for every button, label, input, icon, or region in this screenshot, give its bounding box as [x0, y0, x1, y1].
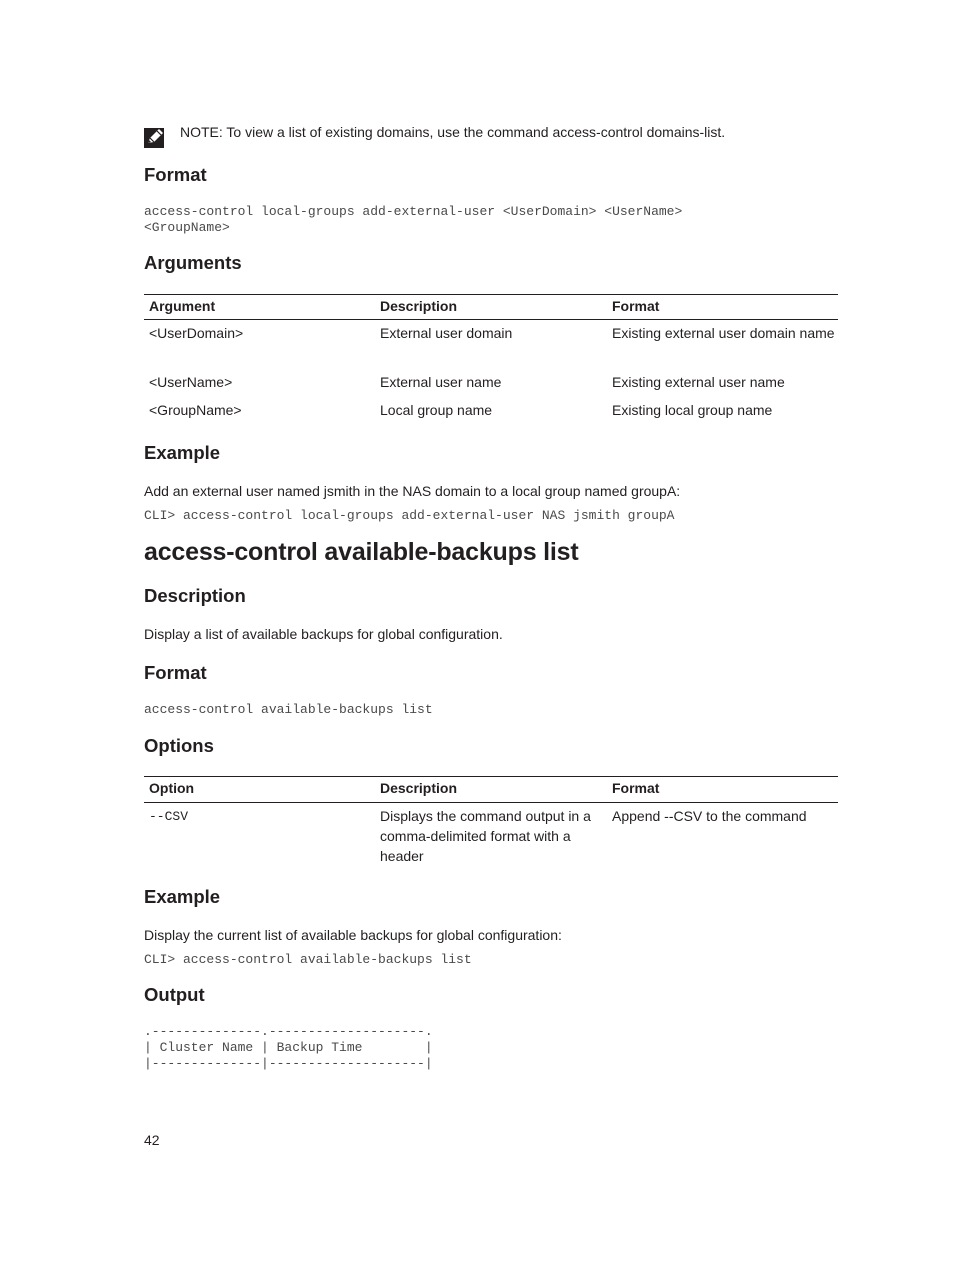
output-line1: .--------------.--------------------. [144, 1024, 433, 1039]
table-row [144, 806, 838, 870]
cell-argument: <GroupName> [149, 402, 242, 418]
example-text-2: Display the current list of available backups for global configuration: [144, 927, 562, 943]
note-pencil-icon [144, 126, 166, 148]
cell-option: --CSV [149, 809, 189, 824]
format-code-2: access-control available-backups list [144, 702, 433, 717]
cell-argument: <UserDomain> [149, 325, 244, 341]
description-heading: Description [144, 585, 246, 606]
cell-format: Append --CSV to the command [612, 808, 807, 824]
format-heading-2: Format [144, 662, 207, 683]
note [180, 124, 725, 140]
cell-description: External user domain [380, 325, 513, 341]
example-code-2: CLI> access-control available-backups list [144, 952, 472, 967]
description-text: Display a list of available backups for global configuration. [144, 626, 503, 642]
table-row [144, 372, 838, 400]
table-row [144, 323, 838, 371]
output-line3: |--------------|--------------------| [144, 1056, 433, 1071]
options-table [144, 776, 838, 870]
cell-format: Existing external user domain name [612, 325, 835, 341]
example-text: Add an external user named jsmith in the NAS domain to a local group named groupA: [144, 483, 681, 499]
header-description: Description [380, 780, 458, 796]
section-title: access-control available-backups list [144, 538, 579, 566]
header-option: Option [149, 780, 195, 796]
cell-argument: <UserName> [149, 374, 233, 390]
cell-format: Existing local group name [612, 402, 773, 418]
example-heading: Example [144, 442, 221, 463]
options-table-header [144, 776, 838, 803]
arguments-table-header [144, 294, 838, 320]
options-heading: Options [144, 735, 214, 756]
format-heading: Format [144, 164, 207, 185]
header-format: Format [612, 780, 660, 796]
note-text: To view a list of existing domains, use the command access-control domains-list. [226, 124, 726, 140]
table-row [144, 400, 838, 424]
header-description: Description [380, 298, 458, 314]
cell-description: Local group name [380, 402, 493, 418]
example-heading-2: Example [144, 886, 221, 907]
arguments-table [144, 294, 838, 424]
arguments-heading: Arguments [144, 252, 242, 273]
page-number: 42 [144, 1132, 160, 1148]
note-label: NOTE: [180, 124, 223, 140]
cell-description: Displays the command output in a comma-delimited format with a header [380, 808, 591, 864]
header-argument: Argument [149, 298, 216, 314]
output-line2: | Cluster Name | Backup Time | [144, 1040, 433, 1055]
cell-format: Existing external user name [612, 374, 785, 390]
format-code-line1: access-control local-groups add-external-user <UserDomain> <UserName> [144, 204, 683, 219]
example-code: CLI> access-control local-groups add-external-user NAS jsmith groupA [144, 508, 675, 523]
header-format: Format [612, 298, 660, 314]
output-heading: Output [144, 984, 205, 1005]
format-code-line2: <GroupName> [144, 220, 230, 235]
cell-description: External user name [380, 374, 502, 390]
